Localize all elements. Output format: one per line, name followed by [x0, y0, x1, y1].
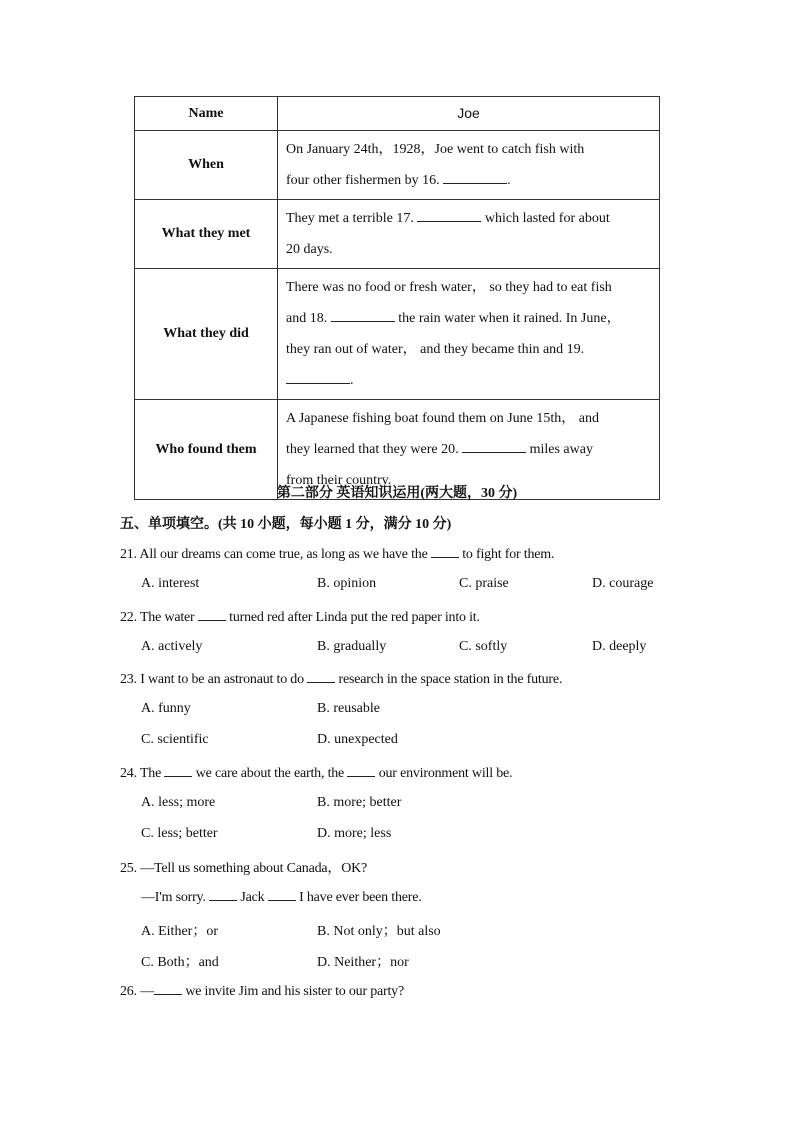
- option-b[interactable]: B. reusable: [317, 701, 380, 716]
- part-title: 五、单项填空。(共 10 小题，每小题 1 分，满分 10 分): [120, 517, 452, 532]
- text-line: 20 days.: [286, 242, 333, 257]
- row-key-found: Who found them: [135, 400, 278, 500]
- blank-18[interactable]: [331, 307, 395, 322]
- question-text: 21. All our dreams can come true, as long as we have the: [120, 547, 428, 562]
- option-d[interactable]: D. unexpected: [317, 732, 398, 747]
- option-a[interactable]: A. interest: [141, 576, 200, 591]
- option-a[interactable]: A. actively: [141, 639, 203, 654]
- answer-blank[interactable]: [268, 888, 296, 901]
- question-23: [120, 670, 562, 688]
- text-line: There was no food or fresh water， so they had to eat fish: [286, 280, 612, 295]
- option-b[interactable]: B. Not only；but also: [317, 924, 441, 939]
- option-c[interactable]: C. praise: [459, 576, 509, 591]
- question-22: [120, 608, 480, 626]
- answer-blank[interactable]: [209, 888, 237, 901]
- question-text: we care about the earth, the: [195, 766, 345, 781]
- option-a[interactable]: A. less; more: [141, 795, 216, 810]
- blank-19[interactable]: [286, 369, 350, 384]
- question-24: [120, 764, 512, 782]
- answer-blank[interactable]: [154, 982, 182, 995]
- question-25-reply: [141, 888, 422, 906]
- option-d[interactable]: D. Neither；nor: [317, 955, 409, 970]
- text-line: four other fishermen by 16.: [286, 173, 440, 188]
- question-text: we invite Jim and his sister to our party?: [185, 984, 404, 999]
- section-title: 第二部分 英语知识运用(两大题，30 分): [276, 486, 518, 501]
- answer-blank[interactable]: [198, 608, 226, 621]
- question-25: [120, 857, 367, 877]
- row-key-when: When: [135, 131, 278, 200]
- text-segment: miles away: [529, 442, 593, 457]
- text-line: On January 24th，1928，Joe went to catch fish with: [286, 142, 585, 157]
- header-value-cell: Joe: [278, 97, 660, 131]
- question-text: —I'm sorry.: [141, 890, 206, 905]
- question-text: to fight for them.: [462, 547, 555, 562]
- option-b[interactable]: B. more; better: [317, 795, 402, 810]
- answer-blank[interactable]: [431, 545, 459, 558]
- option-c[interactable]: C. scientific: [141, 732, 209, 747]
- question-text: 22. The water: [120, 610, 195, 625]
- question-21: [120, 545, 554, 563]
- option-d[interactable]: D. deeply: [592, 639, 647, 654]
- row-key-did: What they did: [135, 269, 278, 400]
- text-segment: they learned that they were 20.: [286, 442, 459, 457]
- blank-16[interactable]: [443, 169, 507, 184]
- answer-blank[interactable]: [307, 670, 335, 683]
- option-c[interactable]: C. Both；and: [141, 955, 219, 970]
- question-text: 26. —: [120, 984, 155, 999]
- text-line: from their country.: [286, 473, 392, 488]
- story-info-table: [134, 96, 660, 500]
- option-b[interactable]: B. gradually: [317, 639, 387, 654]
- row-value-when: [278, 131, 660, 200]
- row-key-met: What they met: [135, 200, 278, 269]
- question-text: 25. —Tell us something about Canada，OK?: [120, 861, 368, 876]
- question-text: 23. I want to be an astronaut to do: [120, 672, 304, 687]
- text-segment: the rain water when it rained. In June，: [398, 311, 621, 326]
- option-d[interactable]: D. courage: [592, 576, 654, 591]
- option-a[interactable]: A. funny: [141, 701, 191, 716]
- question-text: Jack: [240, 890, 265, 905]
- question-text: turned red after Linda put the red paper into it.: [229, 610, 480, 625]
- row-value-did: [278, 269, 660, 400]
- table-header-row: [135, 97, 660, 131]
- question-text: research in the space station in the future.: [338, 672, 563, 687]
- header-key-cell: Name: [135, 97, 278, 131]
- blank-20[interactable]: [462, 438, 526, 453]
- option-c[interactable]: C. less; better: [141, 826, 218, 841]
- text-line: they ran out of water， and they became thin and 19.: [286, 342, 585, 357]
- option-a[interactable]: A. Either；or: [141, 924, 218, 939]
- text-segment: which lasted for about: [484, 211, 610, 226]
- table-row: [135, 269, 660, 400]
- option-b[interactable]: B. opinion: [317, 576, 377, 591]
- text-segment: They met a terrible 17.: [286, 211, 414, 226]
- blank-17[interactable]: [417, 207, 481, 222]
- text-line: A Japanese fishing boat found them on June 15th， and: [286, 411, 600, 426]
- table-row: [135, 200, 660, 269]
- answer-blank[interactable]: [164, 764, 192, 777]
- question-text: I have ever been there.: [299, 890, 422, 905]
- text-tail: .: [507, 173, 511, 188]
- answer-blank[interactable]: [347, 764, 375, 777]
- option-c[interactable]: C. softly: [459, 639, 508, 654]
- question-26: [120, 982, 404, 1000]
- question-text: our environment will be.: [378, 766, 513, 781]
- text-segment: and 18.: [286, 311, 328, 326]
- option-d[interactable]: D. more; less: [317, 826, 392, 841]
- row-value-met: [278, 200, 660, 269]
- text-tail: .: [350, 373, 354, 388]
- question-text: 24. The: [120, 766, 162, 781]
- table-row: [135, 131, 660, 200]
